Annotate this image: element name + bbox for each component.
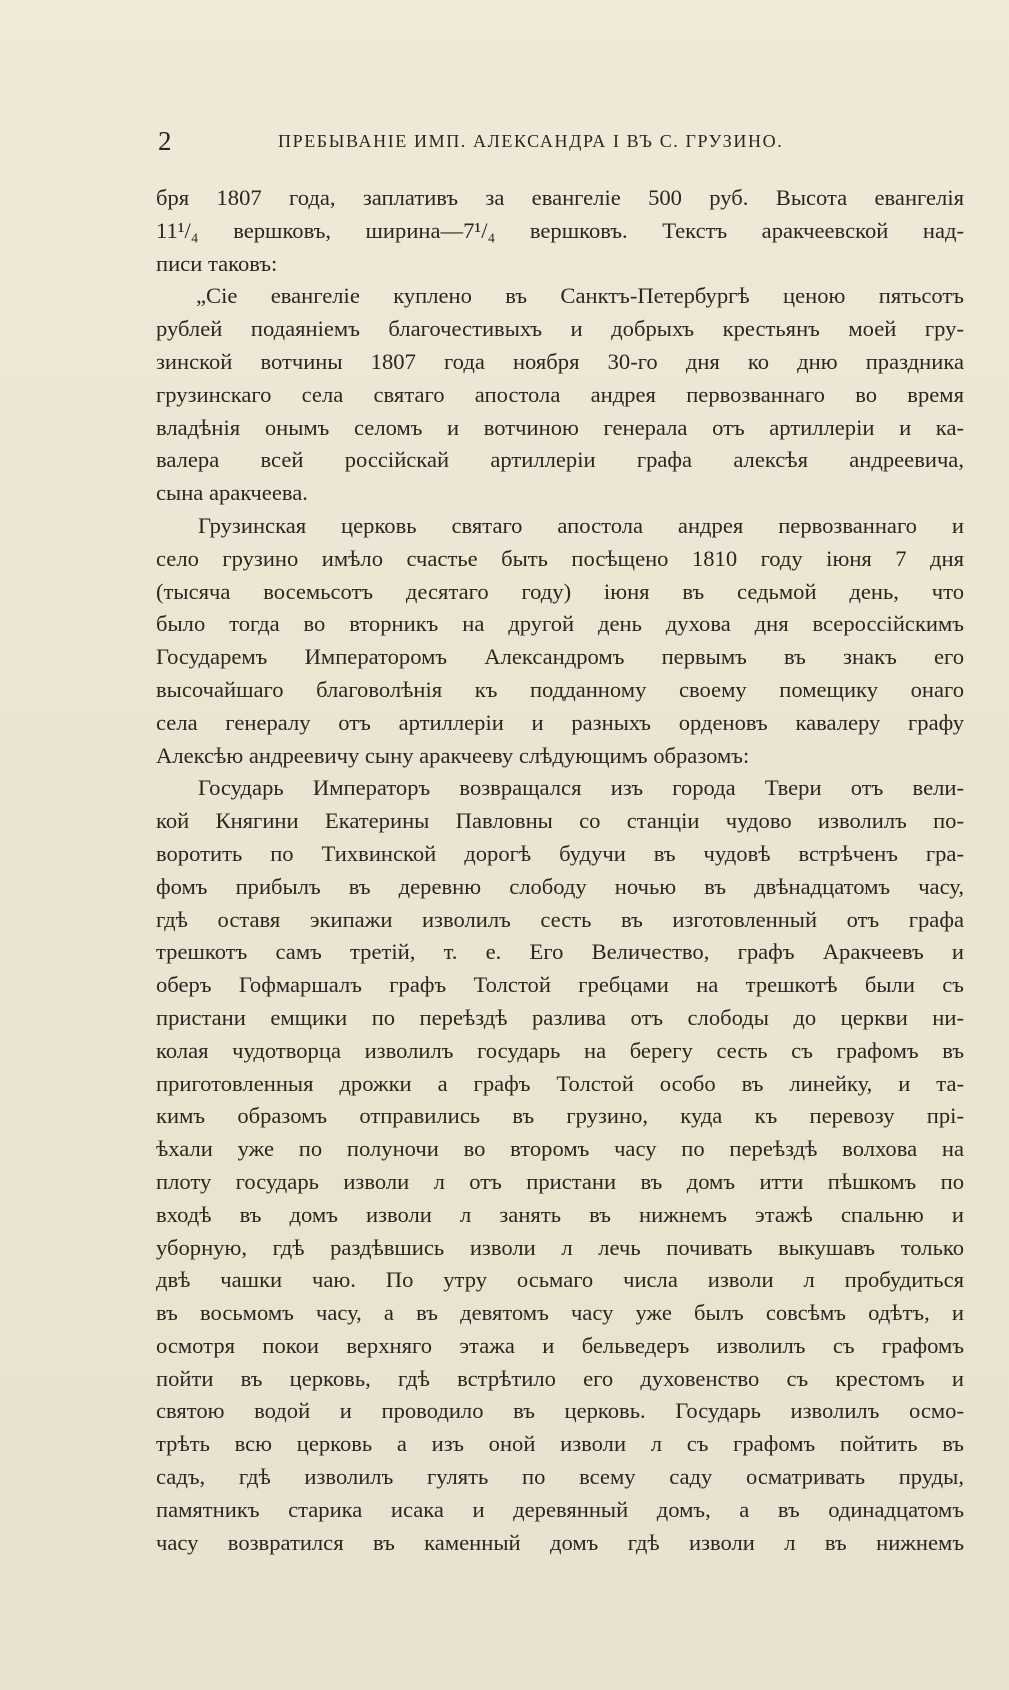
text-line: фомъ прибылъ въ деревню слободу ночью въ двѣнадцатомъ часу, — [156, 873, 964, 899]
text-line: трѣть всю церковь а изъ оной изволи л съ графомъ пойтить въ — [156, 1431, 964, 1457]
text-line: трешкотъ самъ третій, т. е. Его Величество, графъ Аракчеевъ и — [156, 939, 964, 965]
text-line: памятникъ старика исака и деревянный домъ, а въ одинадцатомъ — [156, 1496, 964, 1522]
text-line: пойти въ церковь, гдѣ встрѣтило его духовенство съ крестомъ и — [156, 1365, 964, 1391]
text-line: Государемъ Императоромъ Александромъ первымъ въ знакъ его — [156, 644, 964, 670]
running-head — [158, 124, 964, 158]
text-line: оберъ Гофмаршалъ графъ Толстой гребцами на трешкотѣ были съ — [156, 972, 964, 998]
text-line: въ восьмомъ часу, а въ девятомъ часу уже былъ совсѣмъ одѣтъ, и — [156, 1300, 964, 1326]
text-line: писи таковъ: — [156, 250, 278, 276]
text-line: входѣ въ домъ изволи л занять въ нижнемъ этажѣ спальню и — [156, 1201, 964, 1227]
text-line: зинской вотчины 1807 года ноября 30-го дня ко дню праздника — [156, 348, 964, 374]
text-line: кой Княгини Екатерины Павловны со станціи чудово изволилъ по- — [156, 808, 964, 834]
text-line: было тогда во вторникъ на другой день духова дня всероссійскимъ — [156, 611, 964, 637]
text-line: рублей подаяніемъ благочестивыхъ и добрыхъ крестьянъ моей гру- — [156, 316, 964, 342]
body-text — [156, 182, 964, 1559]
text-line: святою водой и проводило въ церковь. Государь изволилъ осмо- — [156, 1398, 964, 1424]
text-line: уборную, гдѣ раздѣвшись изволи л лечь почивать выкушавъ только — [156, 1234, 964, 1260]
text-line: ѣхали уже по полуночи во второмъ часу по переѣздѣ волхова на — [156, 1136, 964, 1162]
text-line: 11¹/₄ вершковъ, ширина—7¹/₄ вершковъ. Текстъ аракчеевской над- — [156, 217, 964, 243]
text-line: Государь Императоръ возвращался изъ города Твери отъ вели- — [198, 775, 964, 801]
text-line: приготовленныя дрожки а графъ Толстой особо въ линейку, и та- — [156, 1070, 964, 1096]
text-line: валера всей россійскай артиллеріи графа алексѣя андреевича, — [156, 447, 964, 473]
text-line: грузинскаго села святаго апостола андрея первозваннаго во время — [156, 381, 964, 407]
text-line: осмотря покои верхняго этажа и бельведеръ изволилъ съ графомъ — [156, 1332, 964, 1358]
text-line: пристани емщики по переѣздѣ разлива отъ слободы до церкви ни- — [156, 1004, 964, 1030]
text-line: Грузинская церковь святаго апостола андрея первозваннаго и — [198, 512, 964, 538]
text-line: владѣнія онымъ селомъ и вотчиною генерала отъ артиллеріи и ка- — [156, 414, 964, 440]
text-line: села генералу отъ артиллеріи и разныхъ орденовъ кавалеру графу — [156, 709, 964, 735]
text-line: Алексѣю андреевичу сыну аракчееву слѣдующимъ образомъ: — [156, 742, 750, 768]
text-line: село грузино имѣло счастье быть посѣщено 1810 году іюня 7 дня — [156, 545, 964, 571]
text-line: высочайшаго благоволѣнія къ подданному своему помещику онаго — [156, 676, 964, 702]
text-line: двѣ чашки чаю. По утру осьмаго числа изволи л пробудиться — [156, 1267, 964, 1293]
running-title: ПРЕБЫВАНІЕ ИМП. АЛЕКСАНДРА I ВЪ С. ГРУЗИНО. — [278, 131, 784, 151]
text-line: гдѣ оставя экипажи изволилъ сесть въ изготовленный отъ графа — [156, 906, 964, 932]
text-line: воротить по Тихвинской дорогѣ будучи въ чудовѣ встрѣченъ гра- — [156, 840, 964, 866]
text-line: „Сіе евангеліе куплено въ Санктъ-Петербургѣ ценою пятьсотъ — [196, 283, 964, 309]
page-number: 2 — [158, 126, 172, 156]
text-line: часу возвратился въ каменный домъ гдѣ изволи л въ нижнемъ — [156, 1529, 964, 1555]
text-line: колая чудотворца изволилъ государь на берегу сесть съ графомъ въ — [156, 1037, 964, 1063]
text-line: плоту государь изволи л отъ пристани въ домъ итти пѣшкомъ по — [156, 1168, 964, 1194]
text-line: кимъ образомъ отправились въ грузино, куда къ перевозу прі- — [156, 1103, 964, 1129]
text-line: (тысяча восемьсотъ десятаго году) іюня въ седьмой день, что — [156, 578, 964, 604]
text-line: бря 1807 года, заплативъ за евангеліе 500 руб. Высота евангелія — [156, 185, 964, 210]
text-line: сына аракчеева. — [156, 480, 308, 506]
text-line: садъ, гдѣ изволилъ гулять по всему саду осматривать пруды, — [156, 1464, 964, 1490]
